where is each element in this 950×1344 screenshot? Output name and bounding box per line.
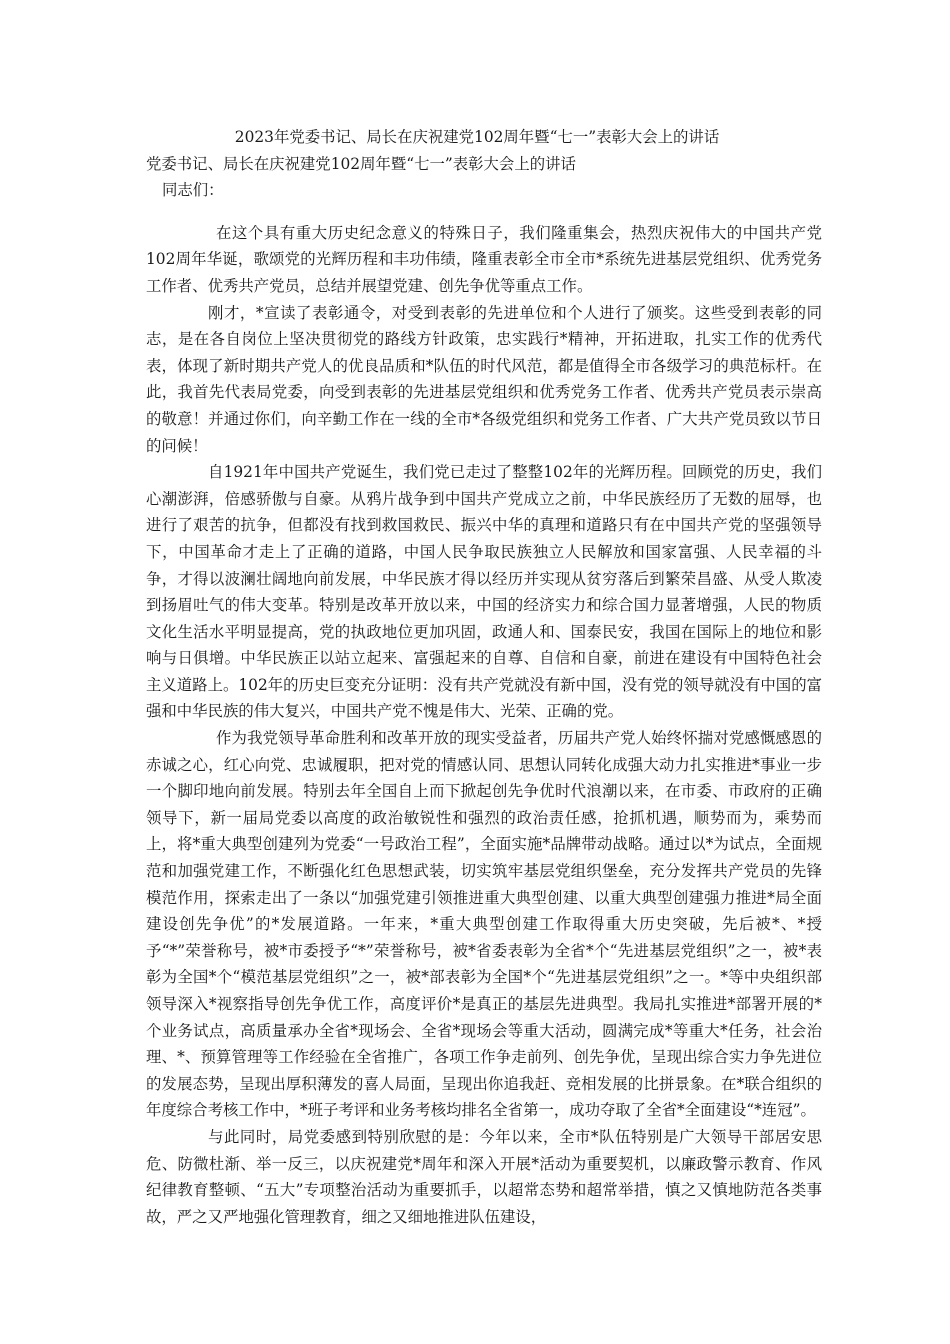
paragraph-1: 在这个具有重大历史纪念意义的特殊日子，我们隆重集会，热烈庆祝伟大的中国共产党102周年华诞，歌颂党的光辉历程和丰功伟绩，隆重表彰全市全市*系统先进基层党组织、优秀党务工作者、优秀共产党员，总结并展望党建、创先争优等重点工作。 xyxy=(146,223,822,295)
salutation: 同志们： xyxy=(162,181,224,200)
document-subtitle: 党委书记、局长在庆祝建党102周年暨“七一”表彰大会上的讲话 xyxy=(146,154,576,173)
paragraph-3: 自1921年中国共产党诞生，我们党已走过了整整102年的光辉历程。回顾党的历史，我们心潮澎湃，倍感骄傲与自豪。从鸦片战争到中国共产党成立之前，中华民族经历了无数的屈辱，也进行了艰苦的抗争，但都没有找到救国救民、振兴中华的真理和道路只有在中国共产党的坚强领导下，中国革命才走上了正确的道路，中国人民争取民族独立人民解放和国家富强、人民幸福的斗争，才得以波澜壮阔地向前发展，中华民族才得以经历并实现从贫穷落后到繁荣昌盛、从受人欺凌到扬眉吐气的伟大变革。特别是改革开放以来，中国的经济实力和综合国力显著增强，人民的物质文化生活水平明显提高，党的执政地位更加巩固，政通人和、国泰民安，我国在国际上的地位和影响与日俱增。中华民族正以站立起来、富强起来的自尊、自信和自豪，前进在建设有中国特色社会主义道路上。102年的历史巨变充分证明：没有共产党就没有新中国，没有党的领导就没有中国的富强和中华民族的伟大复兴，中国共产党不愧是伟大、光荣、正确的党。 xyxy=(146,463,822,721)
paragraph-4: 作为我党领导革命胜利和改革开放的现实受益者，历届共产党人始终怀揣对党感慨感恩的赤诚之心，红心向党、忠诚履职，把对党的情感认同、思想认同转化成强大动力扎实推进*事业一步一个脚印地向前发展。特别去年全国自上而下掀起创先争优时代浪潮以来，在市委、市政府的正确领导下，新一届局党委以高度的政治敏锐性和强烈的政治责任感，抢抓机遇，顺势而为，乘势而上，将*重大典型创建列为党委“一号政治工程”，全面实施*品牌带动战略。通过以*为试点，全面规范和加强党建工作，不断强化红色思想武装，切实筑牢基层党组织堡垒，充分发挥共产党员的先锋模范作用，探索走出了一条以“加强党建引领推进重大典型创建、以重大典型创建强力推进*局全面建设创先争优”的*发展道路。一年来，*重大典型创建工作取得重大历史突破，先后被*、*授予“*”荣誉称号，被*市委授予“*”荣誉称号，被*省委表彰为全省*个“先进基层党组织”之一，被*表彰为全国*个“模范基层党组织”之一，被*部表彰为全国*个“先进基层党组织”之一。*等中央组织部领导深入*视察指导创先争优工作，高度评价*是真正的基层先进典型。我局扎实推进*部署开展的*个业务试点，高质量承办全省*现场会、全省*现场会等重大活动，圆满完成*等重大*任务，社会治理、*、预算管理等工作经验在全省推广，各项工作争走前列、创先争优，呈现出综合实力争先进位的发展态势，呈现出厚积薄发的喜人局面，呈现出你追我赶、竞相发展的比拼景象。在*联合组织的年度综合考核工作中，*班子考评和业务考核均排名全省第一，成功夺取了全省*全面建设“*连冠”。 xyxy=(146,729,822,1120)
paragraph-2: 刚才，*宣读了表彰通令，对受到表彰的先进单位和个人进行了颁奖。这些受到表彰的同志，是在各自岗位上坚决贯彻党的路线方针政策，忠实践行*精神，开拓进取，扎实工作的优秀代表，体现了新时期共产党人的优良品质和*队伍的时代风范，都是值得全市各级学习的典范标杆。在此，我首先代表局党委，向受到表彰的先进基层党组织和优秀党务工作者、优秀共产党员表示崇高的敬意！并通过你们，向辛勤工作在一线的全市*各级党组织和党务工作者、广大共产党员致以节日的问候！ xyxy=(146,303,822,455)
paragraph-5: 与此同时，局党委感到特别欣慰的是：今年以来，全市*队伍特别是广大领导干部居安思危、防微杜渐、举一反三，以庆祝建党*周年和深入开展*活动为重要契机，以廉政警示教育、作风纪律教育整顿、“五大”专项整治活动为重要抓手，以超常态势和超常举措，慎之又慎地防范各类事故，严之又严地强化管理教育，细之又细地推进队伍建设， xyxy=(146,1127,822,1226)
document-page xyxy=(146,124,822,1230)
document-title: 2023年党委书记、局长在庆祝建党102周年暨“七一”表彰大会上的讲话 xyxy=(234,128,720,146)
